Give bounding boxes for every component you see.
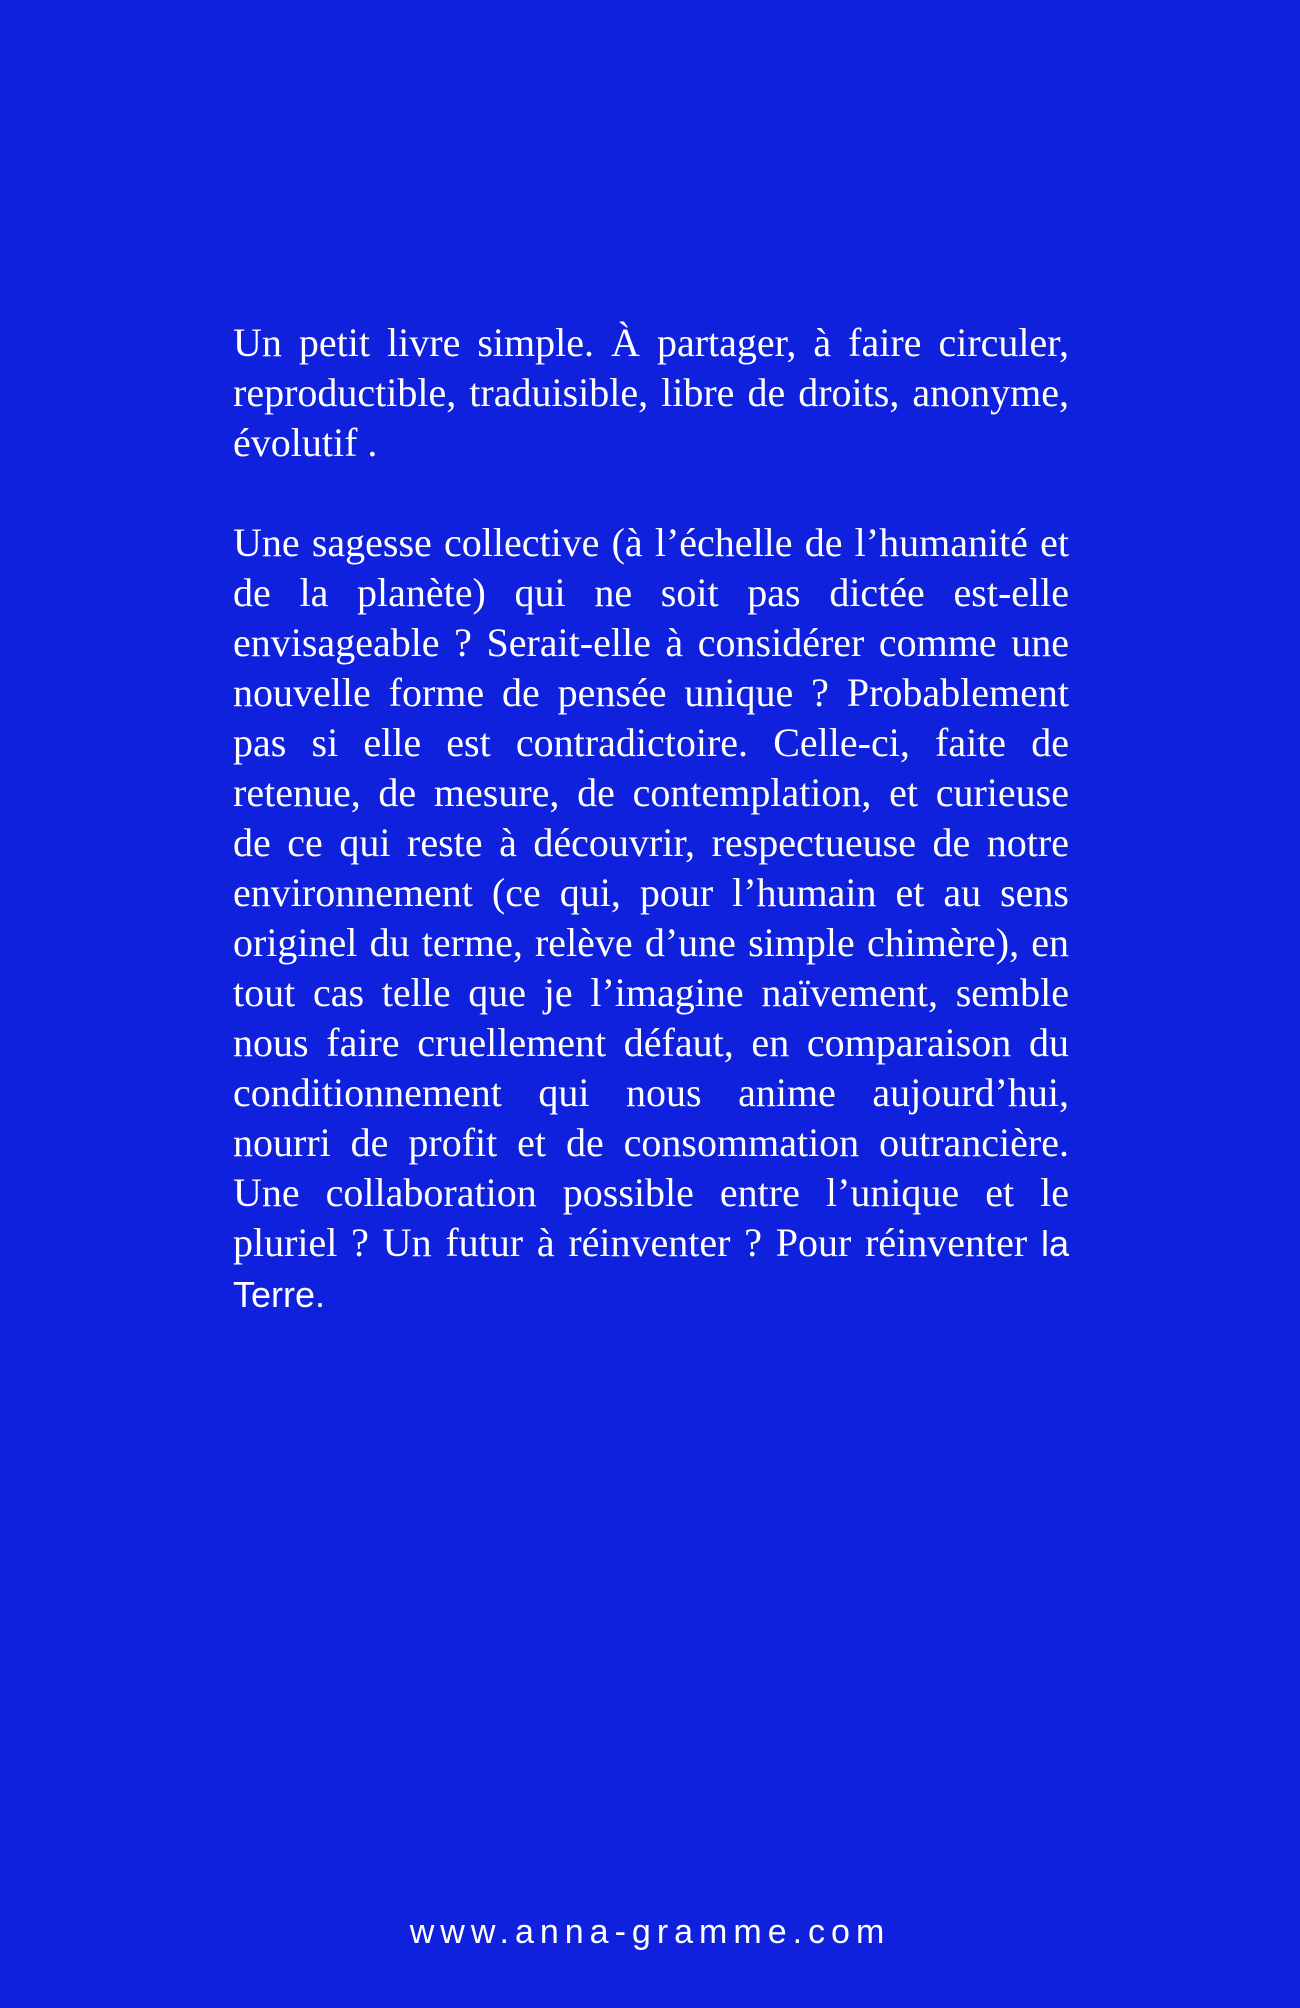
description-main-text: Une sagesse collective (à l’échelle de l’humanité et de la planète) qui ne soit pas dictée est-elle envisageable ? Serait-elle à considérer comme une nouvelle forme de pensée unique ? Probablement pas si elle est contradictoire. Celle-ci, faite de retenue, de mesure, de contemplation, et curieuse de ce qui reste à découvrir, respectueuse de notre environnement (ce qui, pour l’humain et au sens originel du terme, relève d’une simple chimère), en tout cas telle que je l’imagine naïvement, semble nous faire cruellement défaut, en comparaison du conditionnement qui nous anime aujourd’hui, nourri de profit et de consommation outrancière. Une collaboration possible entre l’unique et le pluriel ? Un futur à réinventer ? Pour réinventer: [233, 520, 1069, 1265]
back-cover-text: [233, 318, 1069, 1320]
intro-paragraph: Un petit livre simple. À partager, à faire circuler, reproductible, traduisible, libre de droits, anonyme, évolutif .: [233, 320, 1069, 465]
description-paragraph: [233, 518, 1069, 1320]
description-closing-text: la Terre.: [233, 1223, 1069, 1315]
website-url: www.anna-gramme.com: [409, 1913, 891, 1951]
